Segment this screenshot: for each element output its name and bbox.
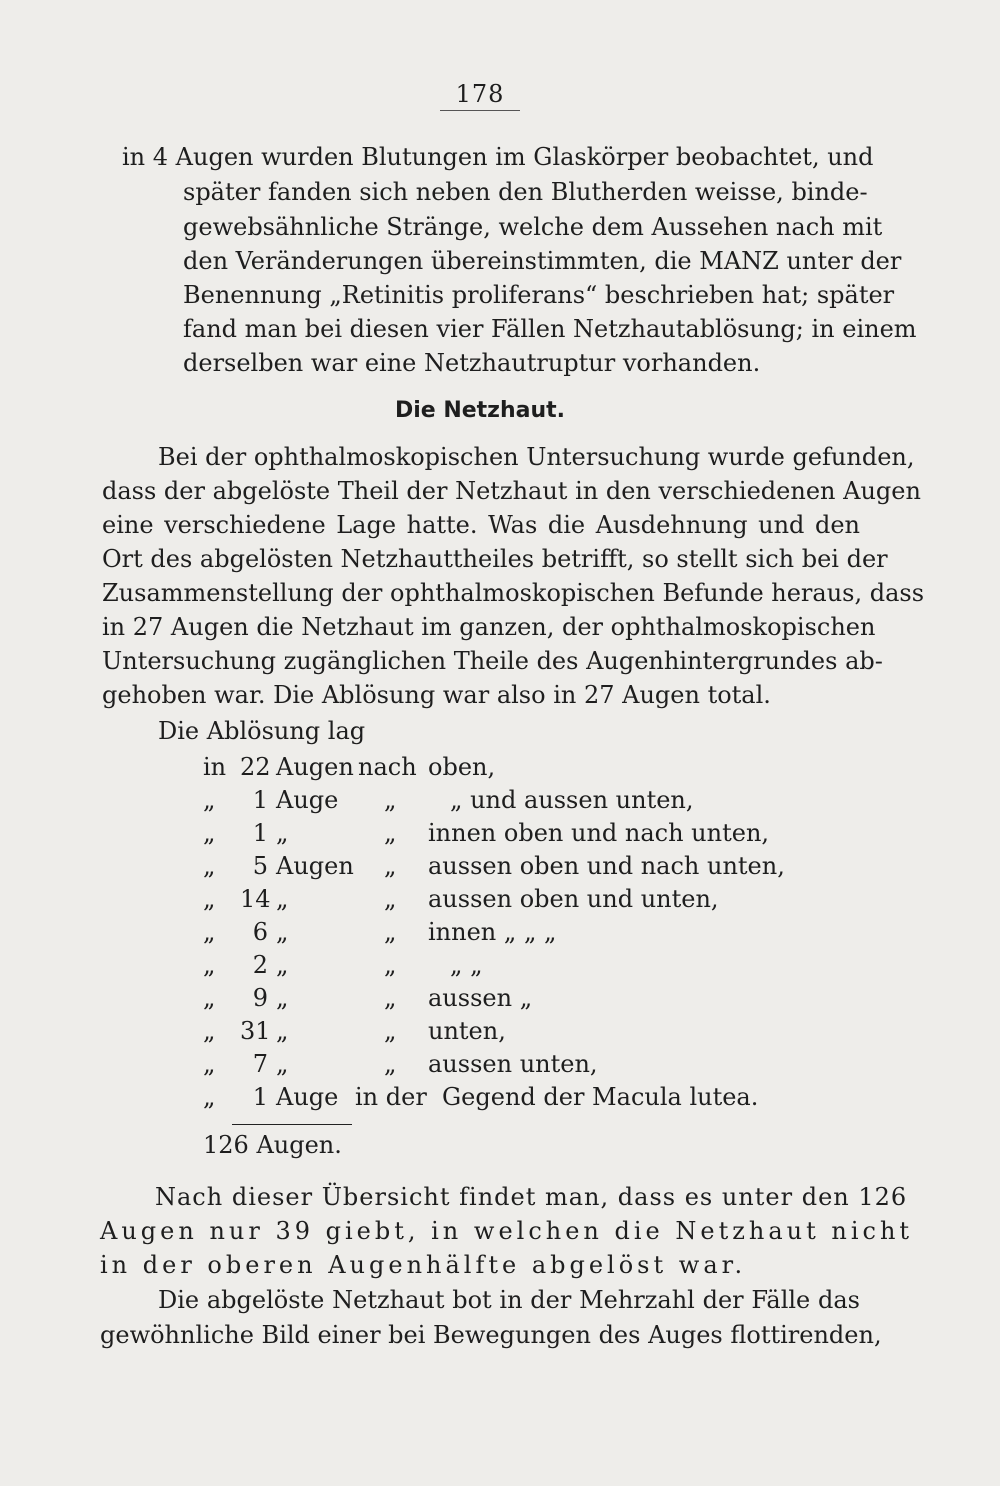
- para1-line: fand man bei diesen vier Fällen Netzhautablösung; in einem: [183, 315, 917, 343]
- row-prefix: in: [203, 753, 227, 781]
- row-location: aussen oben und nach unten,: [428, 852, 785, 880]
- row-count: 1: [252, 786, 268, 814]
- para2-line: dass der abgelöste Theil der Netzhaut in den verschiedenen Augen: [102, 477, 921, 505]
- para1-line: später fanden sich neben den Blutherden weisse, binde-: [183, 178, 868, 206]
- row-unit: „: [276, 819, 289, 847]
- row-direction-ditto: „: [384, 951, 397, 979]
- row-count: 2: [252, 951, 268, 979]
- para1-line: in 4 Augen wurden Blutungen im Glaskörper beobachtet, und: [122, 143, 874, 171]
- para4-line: gewöhnliche Bild einer bei Bewegungen des Auges flottirenden,: [100, 1321, 882, 1349]
- row-prefix: „: [203, 819, 216, 847]
- row-prefix: „: [203, 918, 216, 946]
- row-location: innen „ „ „: [428, 918, 557, 946]
- sum-rule: [232, 1124, 352, 1125]
- para2-line: Bei der ophthalmoskopischen Untersuchung wurde gefunden,: [158, 443, 915, 471]
- para1-line: gewebsähnliche Stränge, welche dem Aussehen nach mit: [183, 213, 883, 241]
- row-location: Gegend der Macula lutea.: [442, 1083, 759, 1111]
- row-count: 6: [252, 918, 268, 946]
- para3-line: Augen nur 39 giebt, in welchen die Netzhaut nicht: [100, 1217, 914, 1245]
- row-direction-ditto: „: [384, 852, 397, 880]
- row-location: innen oben und nach unten,: [428, 819, 770, 847]
- row-location: aussen „: [428, 984, 533, 1012]
- para2-line: eine verschiedene Lage hatte. Was die Ausdehnung und den: [102, 511, 860, 539]
- row-count: 1: [252, 1083, 268, 1111]
- row-direction-ditto: „: [384, 984, 397, 1012]
- para2-line: Untersuchung zugänglichen Theile des Augenhintergrundes ab-: [102, 647, 883, 675]
- para4-line: Die abgelöste Netzhaut bot in der Mehrzahl der Fälle das: [158, 1286, 860, 1314]
- row-unit: Auge: [276, 1083, 339, 1111]
- row-count: 7: [252, 1050, 268, 1078]
- para2-line: in 27 Augen die Netzhaut im ganzen, der ophthalmoskopischen: [102, 613, 876, 641]
- para2-line: Zusammenstellung der ophthalmoskopischen Befunde heraus, dass: [102, 579, 925, 607]
- row-direction-ditto: „: [384, 1017, 397, 1045]
- row-direction-ditto: „: [384, 786, 397, 814]
- page-number-rule: [440, 110, 520, 111]
- row-prefix: „: [203, 786, 216, 814]
- para1-line: derselben war eine Netzhautruptur vorhanden.: [183, 349, 761, 377]
- row-count: 9: [252, 984, 268, 1012]
- row-location: „ und aussen unten,: [450, 786, 694, 814]
- para1-line: den Veränderungen übereinstimmten, die MANZ unter der: [183, 247, 902, 275]
- row-count: 31: [240, 1017, 271, 1045]
- row-unit: Augen: [276, 753, 354, 781]
- row-count: 5: [252, 852, 268, 880]
- row-location: oben,: [428, 753, 496, 781]
- row-location: unten,: [428, 1017, 506, 1045]
- row-location: aussen unten,: [428, 1050, 598, 1078]
- page-number: 178: [455, 80, 505, 108]
- para3-line: in der oberen Augenhälfte abgelöst war.: [100, 1251, 747, 1279]
- row-prefix: „: [203, 1083, 216, 1111]
- row-direction-ditto: „: [384, 819, 397, 847]
- row-count: 14: [240, 885, 271, 913]
- row-unit: „: [276, 951, 289, 979]
- row-unit: „: [276, 1017, 289, 1045]
- row-unit: „: [276, 918, 289, 946]
- row-prefix: „: [203, 1050, 216, 1078]
- row-prefix: „: [203, 852, 216, 880]
- row-direction-ditto: „: [384, 885, 397, 913]
- row-unit: „: [276, 984, 289, 1012]
- para3-text: Nach dieser Übersicht findet man, dass es unter den 126: [155, 1183, 908, 1211]
- row-prefix: „: [203, 885, 216, 913]
- para2-line: gehoben war. Die Ablösung war also in 27 Augen total.: [102, 681, 771, 709]
- para2-line: Ort des abgelösten Netzhauttheiles betrifft, so stellt sich bei der: [102, 545, 888, 573]
- row-prefix: „: [203, 1017, 216, 1045]
- row-location: „ „: [450, 951, 483, 979]
- row-unit: Augen: [276, 852, 354, 880]
- row-unit: „: [276, 885, 289, 913]
- row-direction-ditto: „: [384, 1050, 397, 1078]
- row-count: 1: [252, 819, 268, 847]
- total-count: 126 Augen.: [203, 1131, 342, 1159]
- row-direction-ditto: nach: [358, 753, 417, 781]
- section-heading: Die Netzhaut.: [394, 398, 566, 423]
- row-unit: „: [276, 1050, 289, 1078]
- row-direction-ditto: in der: [355, 1083, 427, 1111]
- para3-line: [155, 1182, 907, 1212]
- row-unit: Auge: [276, 786, 339, 814]
- row-location: aussen oben und unten,: [428, 885, 719, 913]
- row-direction-ditto: „: [384, 918, 397, 946]
- list-intro: Die Ablösung lag: [158, 717, 366, 745]
- row-prefix: „: [203, 951, 216, 979]
- para1-line: Benennung „Retinitis proliferans“ beschrieben hat; später: [183, 281, 895, 309]
- row-count: 22: [240, 753, 271, 781]
- row-prefix: „: [203, 984, 216, 1012]
